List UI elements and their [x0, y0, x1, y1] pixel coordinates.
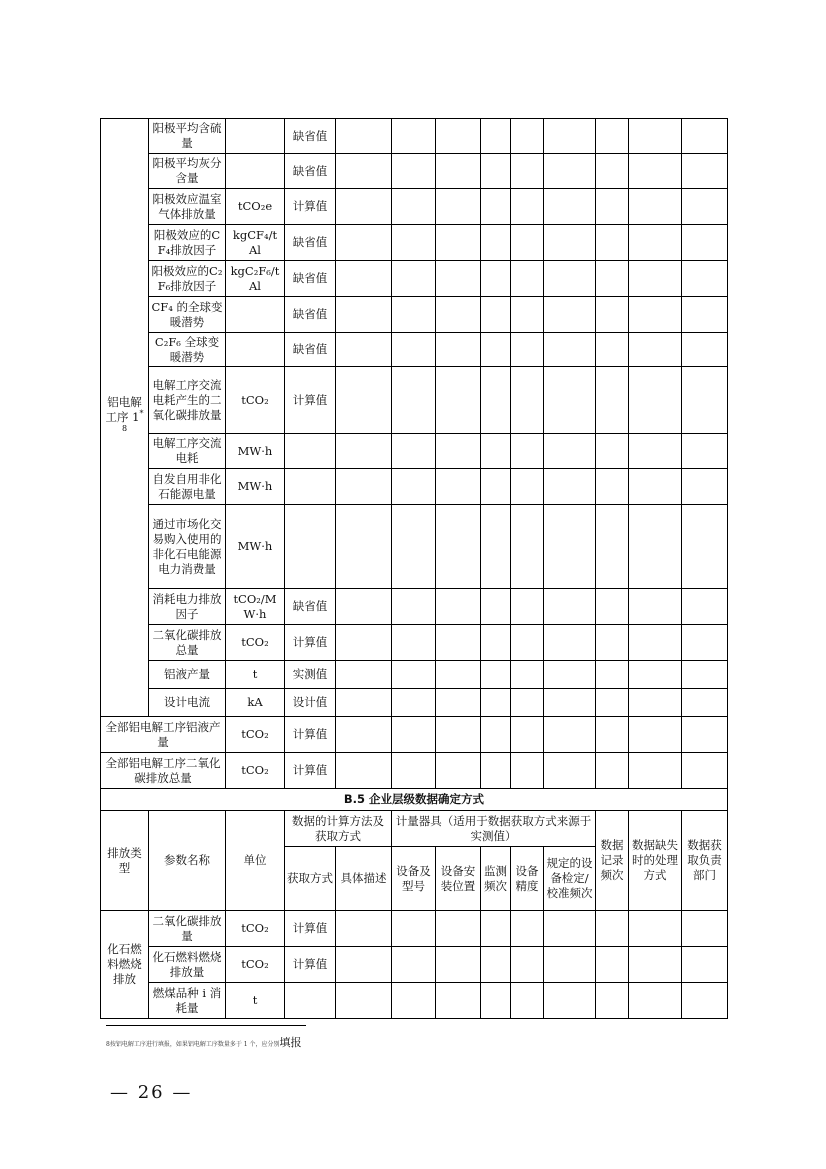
empty-cell: [336, 505, 392, 589]
empty-cell: [682, 717, 728, 753]
param-name: 消耗电力排放因子: [149, 589, 226, 625]
unit-cell: [226, 154, 285, 189]
table-row: [101, 753, 728, 789]
empty-cell: [392, 297, 436, 333]
empty-cell: [629, 625, 682, 661]
method-cell: 计算值: [285, 947, 336, 983]
empty-cell: [596, 983, 629, 1019]
empty-cell: [436, 911, 481, 947]
empty-cell: [511, 367, 544, 434]
unit-cell: [226, 297, 285, 333]
empty-cell: [511, 911, 544, 947]
empty-cell: [336, 661, 392, 689]
empty-cell: [481, 661, 511, 689]
method-cell: 缺省值: [285, 589, 336, 625]
header-unit: 单位: [226, 811, 285, 911]
table-row: [101, 189, 728, 225]
empty-cell: [511, 505, 544, 589]
table-row: [101, 689, 728, 717]
header-acquire-method: 获取方式: [285, 847, 336, 911]
empty-cell: [481, 911, 511, 947]
table-row: [101, 297, 728, 333]
empty-cell: [481, 983, 511, 1019]
unit-cell: t: [226, 661, 285, 689]
empty-cell: [511, 753, 544, 789]
empty-cell: [682, 225, 728, 261]
param-name: 全部铝电解工序二氧化碳排放总量: [101, 753, 226, 789]
param-name: 阳极效应的C₂F₆排放因子: [149, 261, 226, 297]
empty-cell: [544, 469, 596, 505]
empty-cell: [511, 947, 544, 983]
method-cell: [285, 505, 336, 589]
method-cell: [285, 469, 336, 505]
group-label-text: 化石燃料燃烧排放: [107, 942, 142, 986]
empty-cell: [629, 154, 682, 189]
method-cell: 计算值: [285, 753, 336, 789]
param-name: 二氧化碳排放总量: [149, 625, 226, 661]
param-name: 设计电流: [149, 689, 226, 717]
unit-cell: tCO₂: [226, 911, 285, 947]
empty-cell: [629, 589, 682, 625]
empty-cell: [544, 367, 596, 434]
param-name: 阳极效应温室气体排放量: [149, 189, 226, 225]
param-name: 通过市场化交易购入使用的非化石电能源电力消费量: [149, 505, 226, 589]
empty-cell: [481, 947, 511, 983]
empty-cell: [481, 261, 511, 297]
empty-cell: [682, 469, 728, 505]
param-name: 自发自用非化石能源电量: [149, 469, 226, 505]
empty-cell: [336, 261, 392, 297]
empty-cell: [629, 505, 682, 589]
empty-cell: [511, 661, 544, 689]
empty-cell: [436, 119, 481, 154]
empty-cell: [544, 434, 596, 469]
empty-cell: [596, 625, 629, 661]
table-row: [101, 589, 728, 625]
empty-cell: [629, 753, 682, 789]
empty-cell: [544, 947, 596, 983]
unit-cell: tCO₂/MW·h: [226, 589, 285, 625]
unit-cell: kA: [226, 689, 285, 717]
unit-cell: t: [226, 983, 285, 1019]
param-name: 全部铝电解工序铝液产量: [101, 717, 226, 753]
empty-cell: [629, 119, 682, 154]
header-missing-handling: 数据缺失时的处理方式: [629, 811, 682, 911]
empty-cell: [511, 689, 544, 717]
empty-cell: [682, 911, 728, 947]
empty-cell: [682, 947, 728, 983]
process-section: [101, 119, 728, 717]
method-cell: 缺省值: [285, 261, 336, 297]
method-cell: 缺省值: [285, 333, 336, 367]
empty-cell: [596, 297, 629, 333]
empty-cell: [629, 367, 682, 434]
empty-cell: [392, 689, 436, 717]
empty-cell: [511, 154, 544, 189]
empty-cell: [436, 717, 481, 753]
empty-cell: [481, 434, 511, 469]
empty-cell: [596, 589, 629, 625]
empty-cell: [511, 225, 544, 261]
param-name: 电解工序交流电耗: [149, 434, 226, 469]
empty-cell: [392, 225, 436, 261]
empty-cell: [596, 333, 629, 367]
empty-cell: [511, 434, 544, 469]
empty-cell: [392, 189, 436, 225]
empty-cell: [336, 589, 392, 625]
table-row: [101, 505, 728, 589]
fossil-section: [101, 911, 728, 1019]
empty-cell: [544, 225, 596, 261]
empty-cell: [481, 189, 511, 225]
empty-cell: [682, 505, 728, 589]
method-cell: 计算值: [285, 717, 336, 753]
empty-cell: [336, 434, 392, 469]
empty-cell: [629, 333, 682, 367]
method-cell: [285, 983, 336, 1019]
empty-cell: [596, 119, 629, 154]
method-cell: 缺省值: [285, 119, 336, 154]
empty-cell: [544, 689, 596, 717]
header-device-location: 设备安装位置: [436, 847, 481, 911]
empty-cell: [392, 154, 436, 189]
param-name: 阳极平均灰分含量: [149, 154, 226, 189]
method-cell: 实测值: [285, 661, 336, 689]
method-cell: 计算值: [285, 911, 336, 947]
empty-cell: [336, 154, 392, 189]
header-emission-type: 排放类型: [101, 811, 149, 911]
empty-cell: [481, 333, 511, 367]
empty-cell: [436, 261, 481, 297]
header-detail: 具体描述: [336, 847, 392, 911]
table-row: [101, 333, 728, 367]
unit-cell: MW·h: [226, 469, 285, 505]
empty-cell: [436, 589, 481, 625]
method-cell: 缺省值: [285, 297, 336, 333]
empty-cell: [544, 911, 596, 947]
table-row: [101, 119, 728, 154]
empty-cell: [392, 625, 436, 661]
empty-cell: [436, 689, 481, 717]
empty-cell: [544, 661, 596, 689]
empty-cell: [392, 367, 436, 434]
method-cell: 计算值: [285, 625, 336, 661]
empty-cell: [596, 261, 629, 297]
page-number: — 26 —: [110, 1082, 193, 1103]
empty-cell: [629, 297, 682, 333]
empty-cell: [336, 983, 392, 1019]
table-row: [101, 911, 728, 947]
empty-cell: [682, 119, 728, 154]
empty-cell: [392, 589, 436, 625]
empty-cell: [596, 225, 629, 261]
empty-cell: [596, 505, 629, 589]
param-name: 电解工序交流电耗产生的二氧化碳排放量: [149, 367, 226, 434]
param-name: CF₄ 的全球变暖潜势: [149, 297, 226, 333]
method-cell: 设计值: [285, 689, 336, 717]
empty-cell: [392, 469, 436, 505]
table-row: [101, 367, 728, 434]
empty-cell: [436, 154, 481, 189]
empty-cell: [596, 661, 629, 689]
empty-cell: [511, 983, 544, 1019]
empty-cell: [511, 261, 544, 297]
empty-cell: [682, 753, 728, 789]
empty-cell: [596, 434, 629, 469]
empty-cell: [481, 154, 511, 189]
total-section: [101, 717, 728, 789]
empty-cell: [682, 154, 728, 189]
empty-cell: [629, 983, 682, 1019]
param-name: 阳极效应的CF₄排放因子: [149, 225, 226, 261]
empty-cell: [682, 367, 728, 434]
empty-cell: [436, 189, 481, 225]
empty-cell: [629, 261, 682, 297]
empty-cell: [544, 625, 596, 661]
table-row: [101, 661, 728, 689]
empty-cell: [544, 297, 596, 333]
empty-cell: [392, 505, 436, 589]
empty-cell: [481, 297, 511, 333]
data-table: [100, 118, 728, 1019]
unit-cell: tCO₂: [226, 625, 285, 661]
empty-cell: [596, 367, 629, 434]
section-title: B.5 企业层级数据确定方式: [101, 789, 728, 811]
empty-cell: [682, 333, 728, 367]
empty-cell: [481, 753, 511, 789]
empty-cell: [629, 661, 682, 689]
footnote-mark: *8: [121, 409, 144, 434]
empty-cell: [436, 333, 481, 367]
empty-cell: [481, 367, 511, 434]
empty-cell: [392, 661, 436, 689]
empty-cell: [511, 469, 544, 505]
param-name: 阳极平均含硫量: [149, 119, 226, 154]
empty-cell: [436, 947, 481, 983]
unit-cell: tCO₂: [226, 947, 285, 983]
footnote: [106, 1034, 301, 1050]
method-cell: 计算值: [285, 367, 336, 434]
empty-cell: [436, 625, 481, 661]
empty-cell: [481, 119, 511, 154]
empty-cell: [544, 261, 596, 297]
group-label: [101, 911, 149, 1019]
empty-cell: [629, 689, 682, 717]
table-row: [101, 983, 728, 1019]
empty-cell: [544, 983, 596, 1019]
empty-cell: [544, 505, 596, 589]
empty-cell: [682, 625, 728, 661]
header-monitor-freq: 监测频次: [481, 847, 511, 911]
empty-cell: [336, 625, 392, 661]
header-meter-group: 计量器具（适用于数据获取方式来源于实测值）: [392, 811, 596, 847]
empty-cell: [436, 505, 481, 589]
table-row: [101, 469, 728, 505]
header-calc-method: 数据的计算方法及获取方式: [285, 811, 392, 847]
method-cell: [285, 434, 336, 469]
empty-cell: [511, 625, 544, 661]
empty-cell: [481, 505, 511, 589]
empty-cell: [629, 911, 682, 947]
empty-cell: [336, 469, 392, 505]
empty-cell: [481, 469, 511, 505]
empty-cell: [682, 983, 728, 1019]
unit-cell: kgCF₄/t Al: [226, 225, 285, 261]
empty-cell: [544, 589, 596, 625]
table-row: [101, 717, 728, 753]
empty-cell: [392, 947, 436, 983]
empty-cell: [596, 469, 629, 505]
param-name: 二氧化碳排放量: [149, 911, 226, 947]
empty-cell: [436, 367, 481, 434]
empty-cell: [596, 947, 629, 983]
empty-cell: [682, 589, 728, 625]
header-record-freq: 数据记录频次: [596, 811, 629, 911]
empty-cell: [392, 261, 436, 297]
table-row: [101, 225, 728, 261]
empty-cell: [511, 589, 544, 625]
empty-cell: [336, 119, 392, 154]
empty-cell: [629, 225, 682, 261]
empty-cell: [511, 333, 544, 367]
empty-cell: [544, 333, 596, 367]
empty-cell: [336, 753, 392, 789]
empty-cell: [481, 625, 511, 661]
empty-cell: [629, 717, 682, 753]
table-row: [101, 625, 728, 661]
empty-cell: [436, 434, 481, 469]
empty-cell: [544, 189, 596, 225]
footnote-text: 8按铝电解工序进行填报，如果铝电解工序数量多于 1 个，应分别: [106, 1041, 280, 1048]
table-row: [101, 154, 728, 189]
empty-cell: [336, 689, 392, 717]
unit-cell: MW·h: [226, 434, 285, 469]
header-device-model: 设备及型号: [392, 847, 436, 911]
empty-cell: [682, 661, 728, 689]
header-responsible-dept: 数据获取负责部门: [682, 811, 728, 911]
table-row: [101, 947, 728, 983]
method-cell: 缺省值: [285, 154, 336, 189]
empty-cell: [596, 189, 629, 225]
empty-cell: [392, 753, 436, 789]
unit-cell: tCO₂: [226, 753, 285, 789]
empty-cell: [392, 911, 436, 947]
empty-cell: [682, 434, 728, 469]
empty-cell: [544, 753, 596, 789]
unit-cell: [226, 333, 285, 367]
empty-cell: [511, 189, 544, 225]
empty-cell: [511, 717, 544, 753]
param-name: 化石燃料燃烧排放量: [149, 947, 226, 983]
empty-cell: [336, 189, 392, 225]
empty-cell: [629, 434, 682, 469]
empty-cell: [481, 225, 511, 261]
footnote-divider: [106, 1025, 306, 1026]
param-name: C₂F₆ 全球变暖潜势: [149, 333, 226, 367]
unit-cell: tCO₂: [226, 717, 285, 753]
empty-cell: [336, 367, 392, 434]
section-b5: [101, 789, 728, 911]
empty-cell: [596, 689, 629, 717]
empty-cell: [436, 753, 481, 789]
empty-cell: [544, 154, 596, 189]
footnote-tail: 填报: [279, 1036, 302, 1049]
empty-cell: [436, 983, 481, 1019]
empty-cell: [336, 947, 392, 983]
empty-cell: [682, 261, 728, 297]
empty-cell: [596, 911, 629, 947]
empty-cell: [392, 333, 436, 367]
unit-cell: MW·h: [226, 505, 285, 589]
empty-cell: [596, 717, 629, 753]
empty-cell: [596, 753, 629, 789]
header-param-name: 参数名称: [149, 811, 226, 911]
empty-cell: [336, 297, 392, 333]
empty-cell: [481, 717, 511, 753]
empty-cell: [511, 119, 544, 154]
unit-cell: kgC₂F₆/t Al: [226, 261, 285, 297]
empty-cell: [336, 717, 392, 753]
empty-cell: [511, 297, 544, 333]
header-device-precision: 设备精度: [511, 847, 544, 911]
empty-cell: [392, 434, 436, 469]
empty-cell: [481, 689, 511, 717]
empty-cell: [481, 589, 511, 625]
table-row: [101, 434, 728, 469]
param-name: 燃煤品种 i 消耗量: [149, 983, 226, 1019]
table-row: [101, 261, 728, 297]
empty-cell: [629, 947, 682, 983]
unit-cell: [226, 119, 285, 154]
empty-cell: [436, 469, 481, 505]
method-cell: 计算值: [285, 189, 336, 225]
param-name: 铝液产量: [149, 661, 226, 689]
unit-cell: tCO₂e: [226, 189, 285, 225]
empty-cell: [629, 189, 682, 225]
empty-cell: [436, 661, 481, 689]
empty-cell: [336, 911, 392, 947]
empty-cell: [596, 154, 629, 189]
empty-cell: [392, 119, 436, 154]
empty-cell: [336, 333, 392, 367]
method-cell: 缺省值: [285, 225, 336, 261]
group-label: [101, 119, 149, 717]
empty-cell: [629, 469, 682, 505]
header-calibration-freq: 规定的设备检定/校准频次: [544, 847, 596, 911]
empty-cell: [436, 225, 481, 261]
empty-cell: [392, 717, 436, 753]
empty-cell: [436, 297, 481, 333]
group-label-text: 铝电解工序 1: [105, 395, 142, 424]
empty-cell: [392, 983, 436, 1019]
empty-cell: [682, 189, 728, 225]
empty-cell: [544, 717, 596, 753]
unit-cell: tCO₂: [226, 367, 285, 434]
empty-cell: [682, 297, 728, 333]
empty-cell: [336, 225, 392, 261]
empty-cell: [544, 119, 596, 154]
empty-cell: [682, 689, 728, 717]
